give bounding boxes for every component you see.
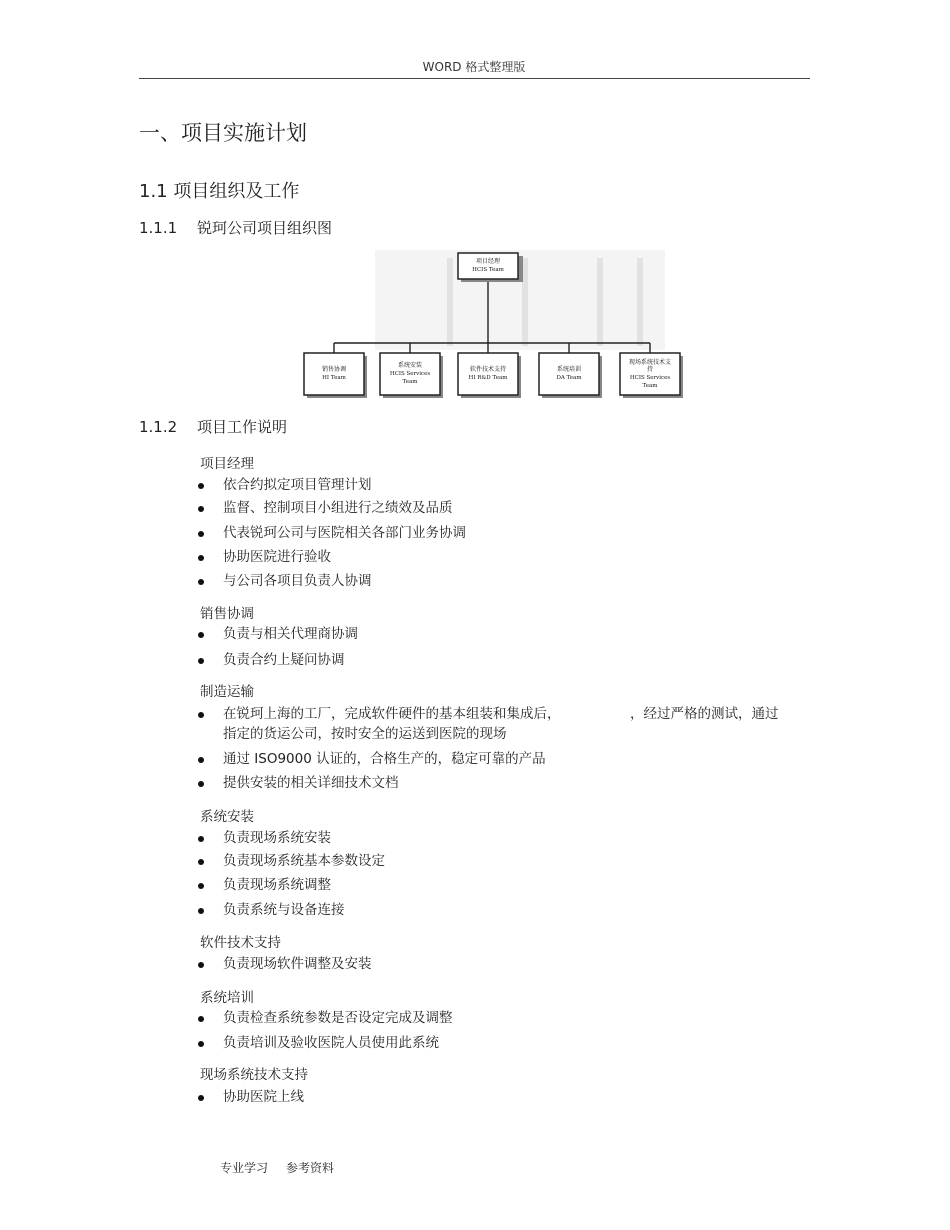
bullet-icon xyxy=(198,962,204,968)
heading-3-org-chart xyxy=(139,217,332,238)
page-footer xyxy=(220,1159,334,1176)
bullet-icon xyxy=(198,883,204,889)
org-box-onsite-title-2: 持 xyxy=(646,366,654,373)
header-divider xyxy=(139,78,810,79)
bullet-icon xyxy=(198,555,204,561)
bullet-icon xyxy=(198,1095,204,1101)
section-number: 1.1.1 xyxy=(139,219,178,237)
section-title: 项目工作说明 xyxy=(197,418,288,436)
section-title-install: 系统安装 xyxy=(200,809,254,825)
bullet-icon xyxy=(198,712,204,718)
bullet-icon xyxy=(198,757,204,763)
org-box-top-title: 项目经理 xyxy=(475,258,501,265)
section-title-mfg: 制造运输 xyxy=(200,684,254,700)
org-box-training-title: 系统培训 xyxy=(556,366,582,373)
heading-3-work-description xyxy=(139,416,287,437)
heading-2: 1.1 项目组织及工作 xyxy=(139,181,300,202)
bullet-icon xyxy=(198,531,204,537)
org-box-onsite-team: HCIS Services xyxy=(629,375,671,381)
org-box-install-team: HCIS Services xyxy=(389,371,431,377)
section-title-software: 软件技术支持 xyxy=(200,935,281,951)
org-box-top-team: HCIS Team xyxy=(472,267,504,273)
bullet-icon xyxy=(198,836,204,842)
heading-1: 一、项目实施计划 xyxy=(139,121,307,145)
org-box-software-team: HI R&D Team xyxy=(468,375,508,381)
org-box-install-team-2: Team xyxy=(402,379,418,385)
org-chart xyxy=(300,248,690,406)
org-box-sales-team: HI Team xyxy=(322,375,346,381)
section-number: 1.1.2 xyxy=(139,418,178,436)
bullet-icon xyxy=(198,506,204,512)
org-box-sales-title: 销售协调 xyxy=(321,366,347,373)
bullet-icon xyxy=(198,859,204,865)
org-box-training-team: DA Team xyxy=(556,375,582,381)
bullet-icon xyxy=(198,658,204,664)
section-title-pm: 项目经理 xyxy=(200,456,254,472)
bullet-icon xyxy=(198,1016,204,1022)
org-box-install-title: 系统安装 xyxy=(397,362,423,369)
section-title-training: 系统培训 xyxy=(200,990,254,1006)
bullet-icon xyxy=(198,579,204,585)
org-box-onsite-team-2: Team xyxy=(642,383,658,389)
footer-left: 专业学习 xyxy=(220,1161,269,1175)
org-box-top xyxy=(458,253,518,279)
page-header: WORD 格式整理版 xyxy=(422,60,526,74)
bullet-icon xyxy=(198,483,204,489)
bullet-icon xyxy=(198,1041,204,1047)
org-box-software xyxy=(458,353,518,395)
section-title-sales: 销售协调 xyxy=(200,606,254,622)
org-box-training xyxy=(539,353,599,395)
section-title: 锐珂公司项目组织图 xyxy=(197,219,333,237)
section-title-onsite: 现场系统技术支持 xyxy=(200,1067,308,1083)
org-box-software-title: 软件技术支持 xyxy=(469,366,507,373)
bullet-icon xyxy=(198,632,204,638)
org-box-onsite-title: 现场系统技术支 xyxy=(628,359,672,366)
org-chart-diagram xyxy=(300,248,690,406)
org-box-sales xyxy=(304,353,364,395)
bullet-icon xyxy=(198,781,204,787)
footer-right: 参考资料 xyxy=(286,1161,335,1175)
bullet-icon xyxy=(198,908,204,914)
